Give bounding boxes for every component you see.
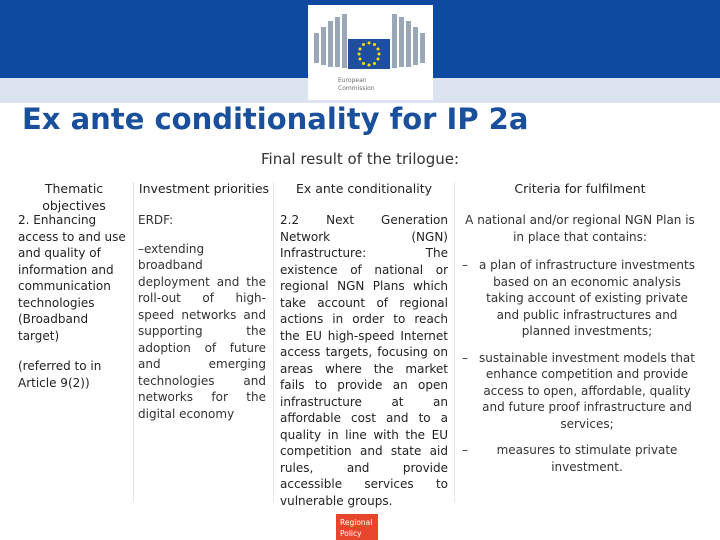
regional-policy-badge [336, 514, 378, 540]
criteria-list-item [460, 442, 696, 475]
column-divider [454, 182, 455, 502]
column-header-ex-ante-conditionality: Ex ante conditionality [295, 181, 433, 196]
investment-fund-label: ERDF: [138, 213, 174, 227]
criteria-cell [460, 212, 696, 485]
criteria-intro: A national and/or regional NGN Plan is in place that contains: [465, 213, 695, 244]
dash-bullet: – [462, 443, 468, 457]
ex-ante-conditionality-text: 2.2 Next Generation Network (NGN) Infrastructure: The existence of national or regional NGN Plans which take account of regional actions in order to reach the EU high-speed Internet access targets, focusing on areas where the market fails to provide an open infrastructure at an affordable cost and to a quality in line with the EU competition and state aid rules, and provide accessible services to vulnerable groups. [280, 213, 448, 508]
dash-bullet: – [462, 350, 468, 365]
page-subtitle: Final result of the trilogue: [260, 150, 460, 168]
logo-text-line-2: Commission [338, 85, 375, 92]
thematic-objectives-cell [18, 212, 130, 391]
criteria-list-item [460, 350, 696, 433]
criteria-list-item [460, 257, 696, 340]
criteria-item-text: sustainable investment models that enhance competition and provide access to open, affordable, quality and future proof infrastructure and services; [479, 350, 695, 431]
column-divider [273, 182, 274, 502]
thematic-objective-text: 2. Enhancing access to and use and quality of information and communication technologies (Broadband target) [18, 213, 126, 343]
ex-ante-conditionality-cell [280, 212, 448, 509]
investment-priority-text: –extending broadband deployment and the roll-out of high-speed networks and supporting the adoption of future and emerging technologies and networks for the digital economy [138, 241, 266, 421]
column-header-criteria: Criteria for fulfilment [514, 181, 646, 196]
investment-priorities-cell [138, 212, 266, 422]
column-header-investment-priorities: Investment priorities [138, 181, 270, 196]
dash-bullet: – [462, 258, 468, 272]
column-divider [133, 182, 134, 502]
criteria-item-text: measures to stimulate private investment. [496, 443, 678, 474]
thematic-objective-reference: (referred to in Article 9(2)) [18, 359, 102, 390]
logo-text-line-1: European [338, 77, 367, 84]
european-commission-logo [308, 5, 433, 100]
logo-text [338, 77, 375, 93]
column-header-thematic-objectives: Thematic objectives [42, 181, 106, 213]
page-title: Ex ante conditionality for IP 2a [22, 102, 529, 136]
criteria-item-text: a plan of infrastructure investments based on an economic analysis taking account of existing private and public infrastructures and planned investments; [478, 258, 695, 338]
badge-line-2: Policy [340, 529, 362, 538]
badge-line-1: Regional [340, 518, 373, 527]
